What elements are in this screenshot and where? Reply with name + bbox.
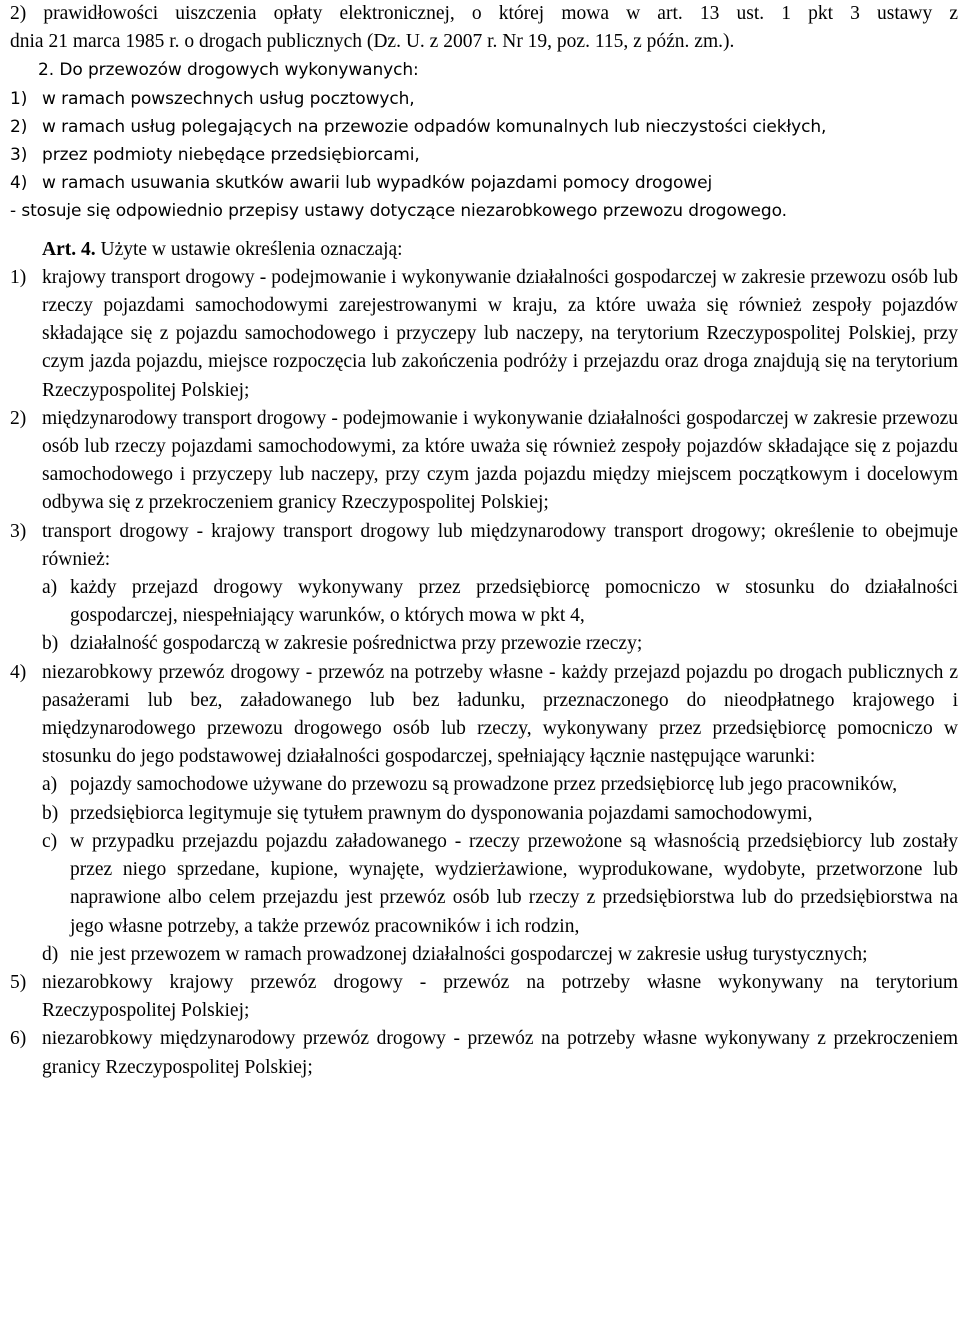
item-marker: 3)	[10, 145, 28, 166]
definition-4-c	[10, 828, 958, 941]
definition-text: niezarobkowy przewóz drogowy - przewóz na potrzeby własne - każdy przejazd pojazdu po drogach publicznych z pasażerami lub bez, załadowanego lub bez ładunku, przeznaczonego do nieodpłatnego krajowego i międzynarodowego przewozu drogowego osób lub rzeczy, wykonywany przez przedsiębiorcę pomocniczo w stosunku do jego podstawowej działalności gospodarczej, spełniający łącznie następujące warunki:	[42, 661, 958, 768]
section-2-number: 2.	[38, 60, 55, 81]
section-2-closing: - stosuje się odpowiednio przepisy ustawy dotyczące niezarobkowego przewozu drogowego.	[10, 201, 787, 222]
definition-marker: 5)	[10, 971, 27, 993]
definition-text: krajowy transport drogowy - podejmowanie i wykonywanie działalności gospodarczej w zakresie przewozu osób lub rzeczy pojazdami samochodowymi zarejestrowanymi w kraju, za które uważa się również zespoły pojazdów składające się z pojazdu samochodowego i przyczepy lub naczepy, na terytorium Rzeczypospolitej Polskiej, przy czym jazda pojazdu, miejsce rozpoczęcia lub zakończenia podróży i przejazdu oraz droga znajdują się na terytorium Rzeczypospolitej Polskiej;	[42, 266, 958, 401]
definition-text: międzynarodowy transport drogowy - podejmowanie i wykonywanie działalności gospodarczej w zakresie przewozu osób lub rzeczy pojazdami samochodowymi, za które uważa się również zespoły pojazdów składające się z pojazdu samochodowego i przyczepy lub naczepy, przy czym jazda pojazdu między miejscem początkowym i docelowym odbywa się z przekroczeniem granicy Rzeczypospolitej Polskiej;	[42, 407, 958, 514]
definition-marker: 3)	[10, 520, 27, 542]
section-2-item	[10, 85, 958, 113]
section-2-item	[10, 169, 958, 197]
definition-3-a	[10, 574, 958, 630]
item-text: w ramach powszechnych usług pocztowych,	[42, 88, 415, 109]
definition-4-b	[10, 800, 958, 828]
item-text: w ramach usuwania skutków awarii lub wypadków pojazdami pomocy drogowej	[42, 173, 713, 194]
subitem-text: działalność gospodarczą w zakresie pośrednictwa przy przewozie rzeczy;	[70, 633, 643, 655]
intro-line-1: 2) prawidłowości uiszczenia opłaty elektronicznej, o której mowa w art. 13 ust. 1 pkt 3 ustawy z	[10, 3, 958, 24]
item-marker: 2)	[10, 116, 28, 137]
definition-4	[10, 659, 958, 772]
definition-marker: 1)	[10, 266, 27, 288]
section-2-item	[10, 141, 958, 169]
subitem-text: przedsiębiorca legitymuje się tytułem prawnym do dysponowania pojazdami samochodowymi,	[70, 802, 813, 824]
definition-2	[10, 405, 958, 518]
definition-marker: 6)	[10, 1028, 27, 1050]
definition-marker: 2)	[10, 407, 27, 429]
definition-text: niezarobkowy krajowy przewóz drogowy - przewóz na potrzeby własne wykonywany na terytorium Rzeczypospolitej Polskiej;	[42, 971, 958, 1022]
definition-text: transport drogowy - krajowy transport drogowy lub międzynarodowy transport drogowy; określenie to obejmuje również:	[42, 520, 958, 570]
definition-marker: 4)	[10, 661, 27, 683]
intro-line-2: dnia 21 marca 1985 r. o drogach publicznych (Dz. U. z 2007 r. Nr 19, poz. 115, z późn. zm.).	[10, 31, 735, 53]
article-label: Art. 4.	[42, 238, 96, 260]
definition-5	[10, 969, 958, 1025]
subitem-marker: a)	[42, 577, 58, 599]
subitem-text: każdy przejazd drogowy wykonywany przez przedsiębiorcę pomocniczo w stosunku do działalności gospodarczej, niespełniający warunków, o których mowa w pkt 4,	[70, 577, 958, 627]
section-2-item	[10, 113, 958, 141]
item-marker: 1)	[10, 88, 28, 109]
section-2	[10, 56, 958, 225]
item-text: przez podmioty niebędące przedsiębiorcami,	[42, 145, 420, 166]
subitem-marker: b)	[42, 633, 59, 655]
item-text: w ramach usług polegających na przewozie odpadów komunalnych lub nieczystości ciekłych,	[42, 116, 827, 137]
subitem-text: pojazdy samochodowe używane do przewozu są prowadzone przez przedsiębiorcę lub jego pracowników,	[70, 774, 898, 796]
definition-4-a	[10, 771, 958, 799]
definition-3	[10, 518, 958, 574]
definition-1	[10, 264, 958, 405]
definition-text: niezarobkowy międzynarodowy przewóz drogowy - przewóz na potrzeby własne wykonywany z przekroczeniem granicy Rzeczypospolitej Polskiej;	[42, 1028, 958, 1078]
section-2-lead	[10, 56, 958, 84]
subitem-text: w przypadku przejazdu pojazdu załadowanego - rzeczy przewożone są własnością przedsiębiorcy lub zostały przez niego sprzedane, kupione, wynajęte, wydzierżawione, wyprodukowane, wydobyte, przetworzone lub naprawione albo celem przejazdu jest przewóz osób lub rzeczy z przedsiębiorstwa lub do przedsiębiorstwa na jego własne potrzeby, a także przewóz pracowników i ich rodzin,	[70, 830, 958, 937]
article-lead: Użyte w ustawie określenia oznaczają:	[100, 238, 403, 260]
item-marker: 4)	[10, 173, 28, 194]
section-2-lead-text: Do przewozów drogowych wykonywanych:	[59, 60, 419, 81]
definition-6	[10, 1025, 958, 1081]
subitem-marker: a)	[42, 774, 58, 796]
article-heading	[10, 236, 958, 264]
definition-4-d	[10, 941, 958, 969]
subitem-marker: b)	[42, 802, 59, 824]
subitem-text: nie jest przewozem w ramach prowadzonej działalności gospodarczej w zakresie usług turystycznych;	[70, 943, 868, 965]
subitem-marker: d)	[42, 943, 59, 965]
subitem-marker: c)	[42, 830, 58, 852]
definition-3-b	[10, 630, 958, 658]
